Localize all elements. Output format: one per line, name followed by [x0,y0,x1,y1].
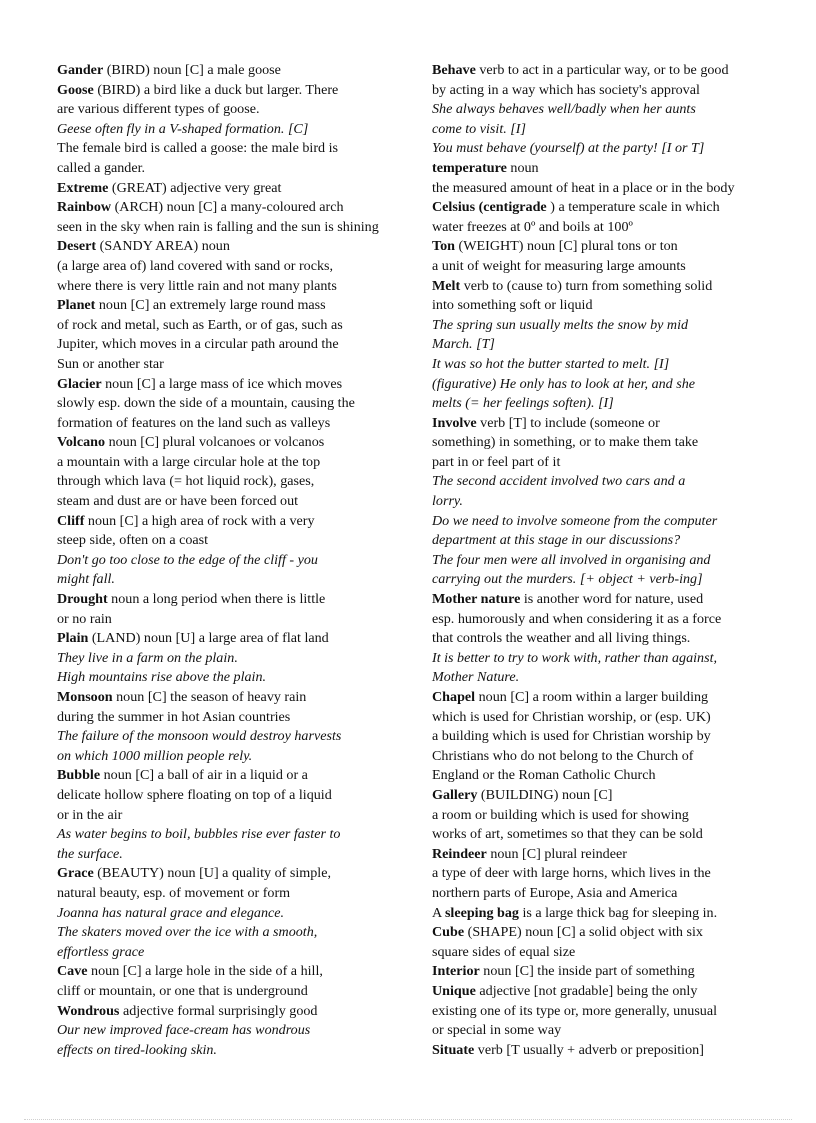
example-line: The second accident involved two cars and a [432,473,686,490]
example-line: High mountains rise above the plain. [57,669,267,686]
entry-line [57,198,384,218]
definition-line: Christians who do not belong to the Church of [432,747,694,764]
definition-line: a unit of weight for measuring large amounts [432,257,686,274]
definition-text: noun [C] a high area of rock with a very [84,512,315,529]
entry-line [432,159,759,179]
headword: Bubble [57,767,101,784]
definition-line: the measured amount of heat in a place or in the body [432,179,735,196]
headword: Gander [57,62,104,78]
entry-line [57,237,384,257]
headword: Plain [57,630,89,647]
entry-line [57,864,384,884]
headword: Volcano [57,434,106,451]
example-line: Do we need to involve someone from the computer [432,512,718,529]
headword: Celsius (centigrade [432,199,547,216]
headword: Interior [432,963,480,980]
entry-line [57,179,384,199]
headword: Situate [432,1041,475,1058]
definition-text: noun [C] an extremely large round mass [95,297,326,314]
headword: Planet [57,297,96,314]
definition-line: that controls the weather and all living things. [432,630,691,647]
definition-line: a building which is used for Christian worship by [432,728,711,745]
definition-line: into something soft or liquid [432,297,593,314]
example-line: The four men were all involved in organising and [432,551,711,568]
example-line: come to visit. [I] [432,120,526,137]
example-line: the surface. [57,845,123,862]
example-line: carrying out the murders. [+ object + verb-ing] [432,571,703,588]
definition-text: noun a long period when there is little [107,591,326,608]
entry-line [432,786,759,806]
entry-line [57,433,384,453]
definition-text: (SANDY AREA) noun [96,238,230,255]
entry-line [57,1002,384,1022]
example-line: They live in a farm on the plain. [57,649,238,666]
definition-text: (BEAUTY) noun [U] a quality of simple, [93,865,331,882]
entry-line [432,61,759,81]
definition-line: or in the air [57,806,123,823]
example-line: Don't go too close to the edge of the cliff - you [57,551,318,568]
entry-line [432,845,759,865]
definition-line: square sides of equal size [432,943,576,960]
definition-line: cliff or mountain, or one that is underground [57,982,308,999]
entry-line [432,1041,759,1061]
entry-line [57,512,384,532]
example-line: She always behaves well/badly when her aunts [432,101,696,118]
headword: Drought [57,591,108,608]
definition-text: noun [C] plural reindeer [486,845,627,862]
definition-text: noun [C] a large hole in the side of a hill, [87,963,323,980]
example-line: It was so hot the butter started to melt. [I] [432,355,670,372]
entry-line [432,198,759,218]
definition-text: noun [506,159,539,176]
definition-line: a type of deer with large horns, which lives in the [432,865,711,882]
definition-line: through which lava (= hot liquid rock), gases, [57,473,315,490]
definition-text: noun [C] the season of heavy rain [112,689,307,705]
example-line: effortless grace [57,943,145,960]
headword: Grace [57,865,94,882]
headword: Behave [432,62,476,78]
headword: Gallery [432,786,478,803]
example-line: effects on tired-looking skin. [57,1041,217,1058]
example-line: March. [T] [432,336,495,353]
definition-text: adjective [not gradable] being the only [475,982,698,999]
definition-line: Jupiter, which moves in a circular path around the [57,336,339,353]
definition-line: are various different types of goose. [57,101,260,118]
entry-line [57,688,384,708]
definition-line: during the summer in hot Asian countries [57,708,291,725]
definition-text: noun [C] a large mass of ice which moves [101,375,343,392]
headword: Melt [432,277,461,294]
definition-text: is a large thick bag for sleeping in. [518,904,718,921]
definition-line: called a gander. [57,159,146,176]
definition-line: slowly esp. down the side of a mountain, causing the [57,395,355,412]
definition-text: verb to (cause to) turn from something solid [460,277,713,294]
definition-line: where there is very little rain and not many plants [57,277,337,294]
entry-line [432,904,759,924]
example-line: The skaters moved over the ice with a smooth, [57,924,318,941]
definition-line: or no rain [57,610,112,627]
example-line: lorry. [432,493,463,510]
entry-line [432,414,759,434]
definition-text: (GREAT) adjective very great [108,179,282,196]
definition-text: adjective formal surprisingly good [119,1002,318,1019]
entry-line [57,61,384,81]
definition-line: formation of features on the land such as valleys [57,414,331,431]
definition-text: verb [T] to include (someone or [476,414,660,431]
headword: Extreme [57,179,109,196]
entry-line [432,962,759,982]
definition-line: which is used for Christian worship, or (esp. UK) [432,708,711,725]
entry-line [432,688,759,708]
entry-line [432,982,759,1002]
definition-text: (LAND) noun [U] a large area of flat land [88,630,329,647]
headword: Monsoon [57,689,113,705]
entry-line [57,766,384,786]
headword: Desert [57,238,97,255]
definition-line: northern parts of Europe, Asia and America [432,884,678,901]
headword: Reindeer [432,845,487,862]
definition-text: noun [C] the inside part of something [479,963,695,980]
headword: temperature [432,159,507,176]
definition-line: a mountain with a large circular hole at the top [57,453,321,470]
definition-line: (a large area of) land covered with sand or rocks, [57,257,334,274]
left-column [57,61,384,1060]
definition-text: (BIRD) noun [C] a male goose [103,62,281,78]
example-line: on which 1000 million people rely. [57,747,253,764]
entry-line [57,375,384,395]
entry-line [432,923,759,943]
headword: sleeping bag [444,904,519,921]
headword: Wondrous [57,1002,120,1019]
headword: Ton [432,238,455,255]
definition-line: steam and dust are or have been forced out [57,493,299,510]
example-line: (figurative) He only has to look at her, and she [432,375,696,392]
definition-text: A [432,904,445,921]
entry-line [57,629,384,649]
definition-line: seen in the sky when rain is falling and the sun is shining [57,218,379,235]
definition-line: Sun or another star [57,355,164,372]
headword: Mother nature [432,591,521,608]
example-line: As water begins to boil, bubbles rise ever faster to [57,826,341,843]
example-line: might fall. [57,571,115,588]
example-line: You must behave (yourself) at the party! [I or T] [432,140,705,157]
definition-text: (SHAPE) noun [C] a solid object with six [464,924,703,941]
definition-line: something) in something, or to make them take [432,434,699,451]
example-line: It is better to try to work with, rather than against, [432,649,718,666]
definition-text: is another word for nature, used [520,591,704,608]
definition-text: noun [C] plural volcanoes or volcanos [105,434,325,451]
example-line: Joanna has natural grace and elegance. [57,904,285,921]
right-column [432,61,759,1060]
entry-line [57,962,384,982]
entry-line [57,296,384,316]
definition-line: by acting in a way which has society's approval [432,81,700,98]
entry-line [432,237,759,257]
definition-line: The female bird is called a goose: the male bird is [57,140,338,157]
definition-line: a room or building which is used for showing [432,806,689,823]
example-line: The failure of the monsoon would destroy harvests [57,728,342,745]
headword: Cave [57,963,88,980]
headword: Cube [432,924,465,941]
example-line: Geese often fly in a V-shaped formation. [C] [57,120,309,137]
definition-line: steep side, often on a coast [57,532,209,549]
headword: Glacier [57,375,102,392]
headword: Chapel [432,689,476,705]
definition-line: of rock and metal, such as Earth, or of gas, such as [57,316,343,333]
definition-line: England or the Roman Catholic Church [432,767,656,784]
definition-text: (ARCH) noun [C] a many-coloured arch [111,199,344,216]
example-line: melts (= her feelings soften). [I] [432,395,614,412]
headword: Rainbow [57,199,112,216]
definition-line: natural beauty, esp. of movement or form [57,884,291,901]
example-line: Mother Nature. [432,669,520,686]
entry-line [432,277,759,297]
definition-line: existing one of its type or, more generally, unusual [432,1002,718,1019]
definition-text: (WEIGHT) noun [C] plural tons or ton [455,238,678,255]
definition-line: or special in some way [432,1022,562,1039]
entry-line [57,81,384,101]
definition-text: noun [C] a room within a larger building [475,689,709,705]
headword: Involve [432,414,477,431]
definition-text: verb [T usually + adverb or preposition] [474,1041,704,1058]
definition-text: ) a temperature scale in which [546,199,720,216]
definition-line: works of art, sometimes so that they can be sold [432,826,703,843]
definition-line: esp. humorously and when considering it as a force [432,610,722,627]
entry-line [57,590,384,610]
example-line: Our new improved face-cream has wondrous [57,1022,311,1039]
definition-text: verb to act in a particular way, or to be good [475,62,729,78]
definition-line: water freezes at 0º and boils at 100º [432,218,633,235]
headword: Goose [57,81,94,98]
definition-text: (BIRD) a bird like a duck but larger. There [93,81,339,98]
example-line: department at this stage in our discussions? [432,532,681,549]
headword: Unique [432,982,476,999]
example-line: The spring sun usually melts the snow by mid [432,316,689,333]
headword: Cliff [57,512,85,529]
definition-text: noun [C] a ball of air in a liquid or a [100,767,308,784]
page-bottom-rule [24,1119,792,1120]
definition-line: part in or feel part of it [432,453,561,470]
definition-text: (BUILDING) noun [C] [477,786,613,803]
definition-line: delicate hollow sphere floating on top of a liquid [57,786,332,803]
entry-line [432,590,759,610]
